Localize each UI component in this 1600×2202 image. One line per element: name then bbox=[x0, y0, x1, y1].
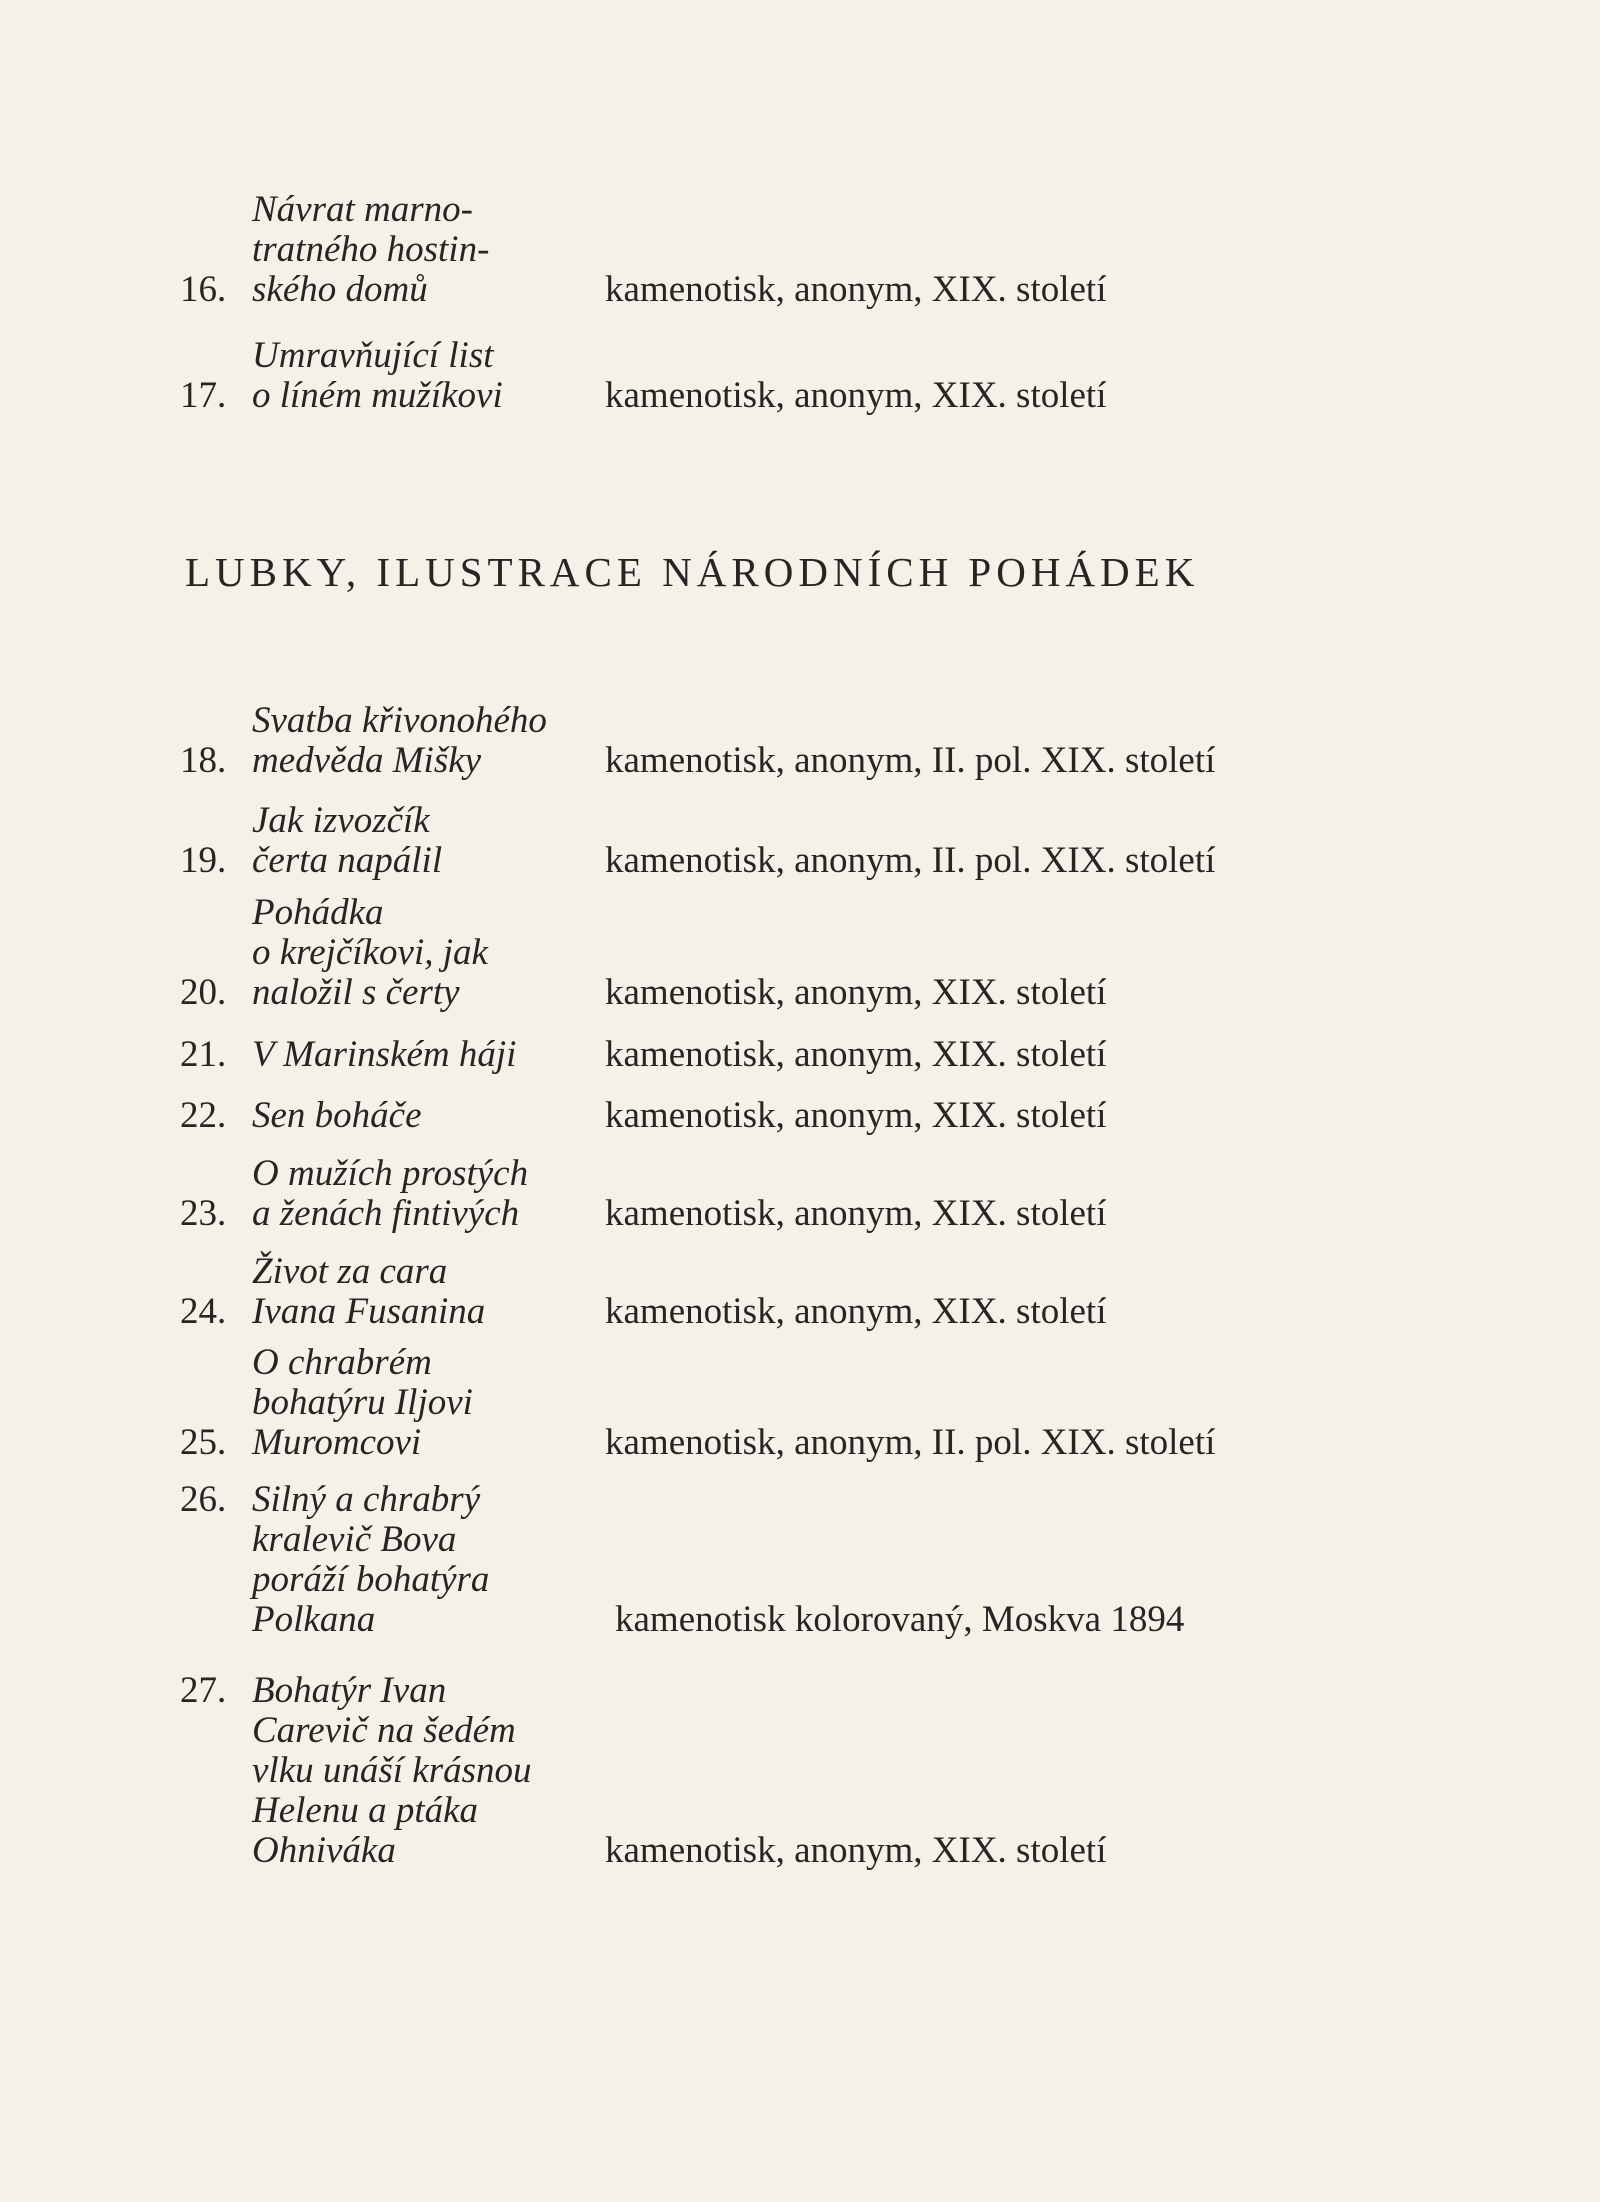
entry-number: 18. bbox=[180, 740, 227, 781]
entry-title: Návrat marno- tratného hostin- ského domů bbox=[252, 189, 490, 310]
entry-title: Sen boháče bbox=[252, 1095, 422, 1136]
entry-title: Umravňující list o líném mužíkovi bbox=[252, 335, 503, 416]
entry-number: 23. bbox=[180, 1193, 227, 1234]
entry-title: Pohádka o krejčíkovi, jak naložil s čerty bbox=[252, 892, 488, 1013]
section-heading: LUBKY, ILUSTRACE NÁRODNÍCH POHÁDEK bbox=[185, 549, 1200, 595]
entry-number: 16. bbox=[180, 269, 227, 310]
entry-description: kamenotisk, anonym, XIX. století bbox=[605, 269, 1107, 310]
entry-description: kamenotisk, anonym, II. pol. XIX. století bbox=[605, 740, 1216, 781]
catalog-entry-24 bbox=[180, 1182, 1420, 1332]
entry-title: Svatba křivonohého medvěda Mišky bbox=[252, 700, 547, 781]
catalog-entry-27 bbox=[180, 1670, 1420, 1871]
entry-number: 19. bbox=[180, 840, 227, 881]
entry-number: 17. bbox=[180, 375, 227, 416]
entry-number: 26. bbox=[180, 1479, 227, 1520]
entry-description: kamenotisk, anonym, XIX. století bbox=[605, 1034, 1107, 1075]
catalog-entry-19 bbox=[180, 731, 1420, 881]
catalog-entry-26 bbox=[180, 1479, 1420, 1640]
entry-description: kamenotisk, anonym, XIX. století bbox=[605, 1291, 1107, 1332]
catalog-entry-25 bbox=[180, 1313, 1420, 1463]
entry-title: Bohatýr Ivan Carevič na šedém vlku unáší krásnou Helenu a ptáka Ohniváka bbox=[252, 1670, 532, 1871]
entry-title: V Marinském háji bbox=[252, 1034, 517, 1075]
entry-number: 20. bbox=[180, 972, 227, 1013]
entry-description: kamenotisk kolorovaný, Moskva 1894 bbox=[615, 1599, 1185, 1640]
entry-number: 22. bbox=[180, 1095, 227, 1136]
entry-title: Život za cara Ivana Fusanina bbox=[252, 1251, 486, 1332]
entry-title: O chrabrém bohatýru Iljovi Muromcovi bbox=[252, 1342, 473, 1463]
entry-title: Silný a chrabrý kralevič Bova poráží bohatýra Polkana bbox=[252, 1479, 490, 1640]
entry-title: Jak izvozčík čerta napálil bbox=[252, 800, 443, 881]
entry-number: 27. bbox=[180, 1670, 227, 1711]
entry-number: 25. bbox=[180, 1422, 227, 1463]
entry-description: kamenotisk, anonym, XIX. století bbox=[605, 1830, 1107, 1871]
entry-number: 24. bbox=[180, 1291, 227, 1332]
entry-description: kamenotisk, anonym, XIX. století bbox=[605, 375, 1107, 416]
entry-title: O mužích prostých a ženách fintivých bbox=[252, 1153, 529, 1234]
entry-number: 21. bbox=[180, 1034, 227, 1075]
catalog-entry-17 bbox=[180, 266, 1420, 416]
entry-description: kamenotisk, anonym, XIX. století bbox=[605, 972, 1107, 1013]
entry-description: kamenotisk, anonym, II. pol. XIX. století bbox=[605, 1422, 1216, 1463]
entry-description: kamenotisk, anonym, II. pol. XIX. století bbox=[605, 840, 1216, 881]
entry-description: kamenotisk, anonym, XIX. století bbox=[605, 1095, 1107, 1136]
entry-description: kamenotisk, anonym, XIX. století bbox=[605, 1193, 1107, 1234]
